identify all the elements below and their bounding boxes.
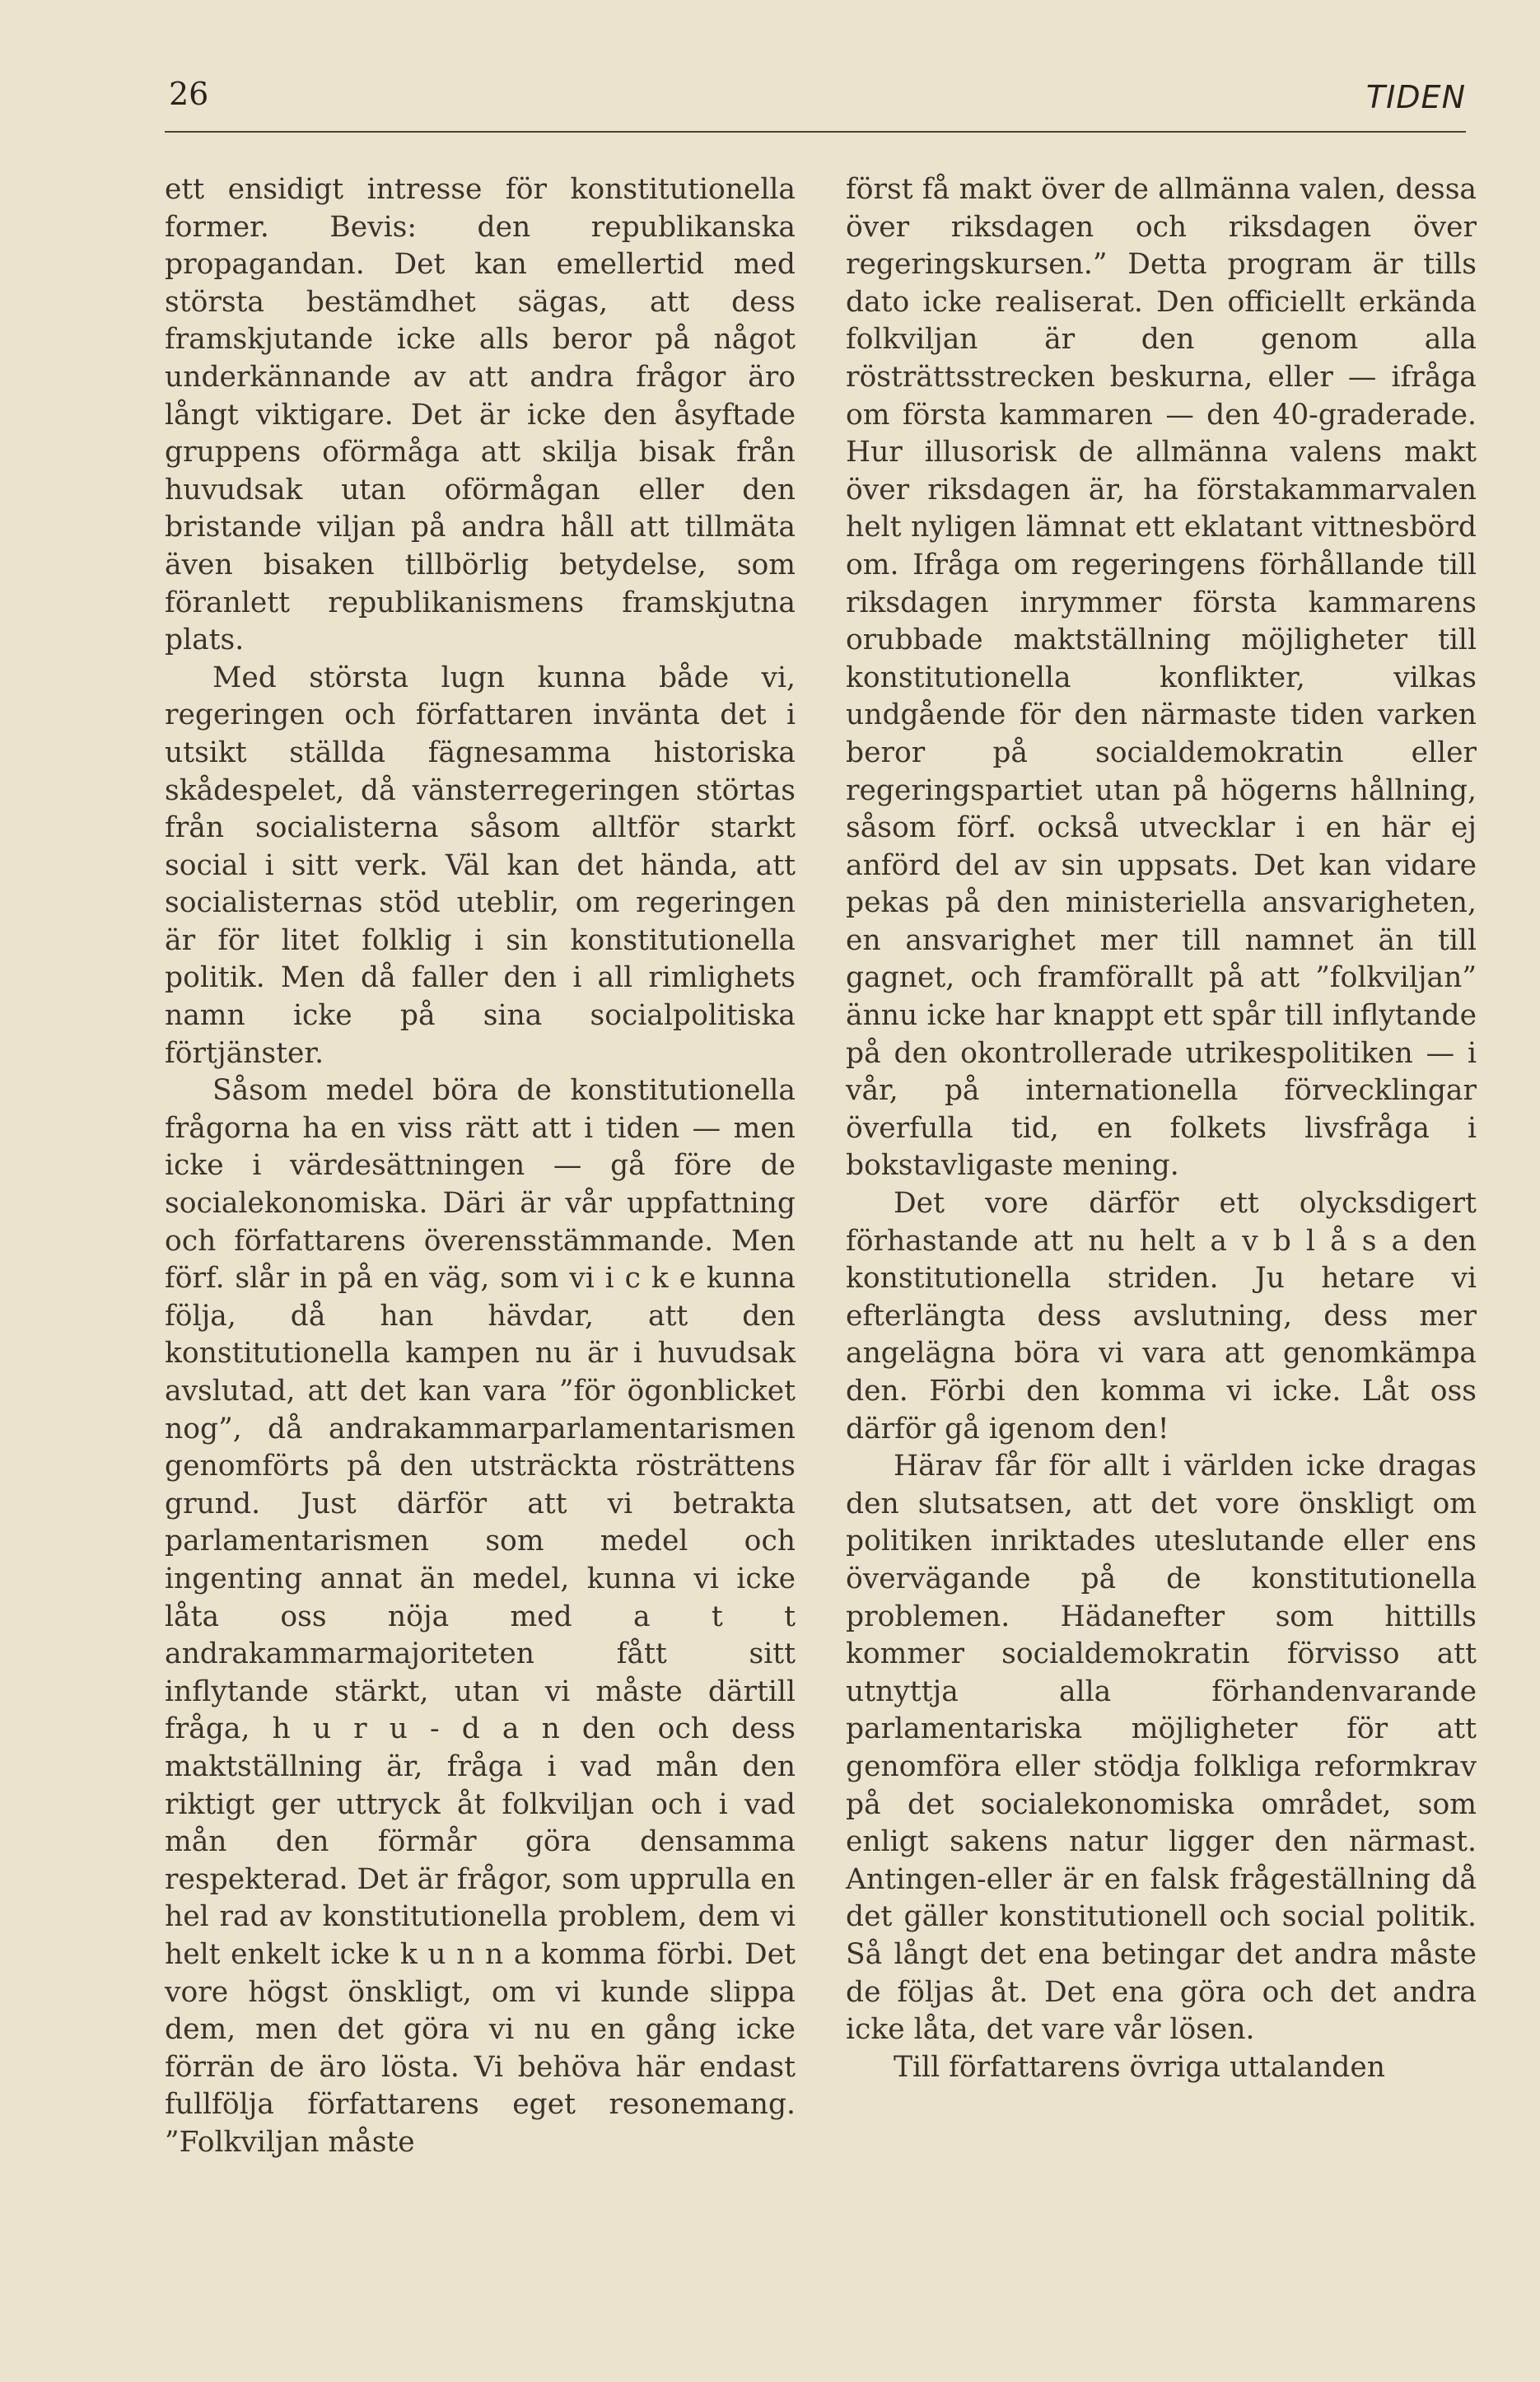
paragraph: Till författarens övriga uttalanden [894,2050,1386,2084]
right-column [846,171,1477,2086]
paragraph: Med största lugn kunna både vi, regeringen och författaren invänta det i utsikt ställda fägnesamma historiska skådespelet, då vänsterregeringen störtas från socialisterna såsom alltför starkt social i sitt verk. Väl kan det hända, att socialisternas stöd uteblir, om regeringen är för litet folklig i sin konstitutionella politik. Men då faller den i all rimlighets namn icke på sina socialpolitiska förtjänster. [165,661,796,1070]
paragraph: Härav får för allt i världen icke dragas den slutsatsen, att det vore önskligt om politiken inriktades uteslutande eller ens övervägande på de konstitutionella problemen. Hädanefter som hittills kommer socialdemokratin förvisso att utnyttja alla förhandenvarande parlamentariska möjligheter för att genomföra eller stödja folkliga reformkrav på det socialekonomiska området, som enligt sakens natur ligger den närmast. Antingen-eller är en falsk frågeställning då det gäller konstitutionell och social politik. Så långt det ena betingar det andra måste de följas åt. Det ena göra och det andra icke låta, det vare vår lösen. [846,1450,1477,2047]
left-column [165,171,796,2161]
paragraph: Såsom medel böra de konstitutionella frågorna ha en viss rätt att i tiden — men icke i värdesättningen — gå före de socialekonomiska. Däri är vår uppfattning och författarens överensstämmande. Men förf. slår in på en väg, som vi i c k e kunna följa, då han hävdar, att den konstitutionella kampen nu är i huvudsak avslutad, att det kan vara ”för ögonblicket nog”, då andrakammarparlamentarismen genomförts på den utsträckta rösträttens grund. Just därför att vi betrakta parlamentarismen som medel och ingenting annat än medel, kunna vi icke låta oss nöja med a t t andrakammarmajoriteten fått sitt inflytande stärkt, utan vi måste därtill fråga, h u r u - d a n den och dess maktställning är, fråga i vad mån den riktigt ger uttryck åt folkviljan och i vad mån den förmår göra densamma respekterad. Det är frågor, som upprulla en hel rad av konstitutionella problem, dem vi helt enkelt icke k u n n a komma förbi. Det vore högst önskligt, om vi kunde slippa dem, men det göra vi nu en gång icke förrän de äro lösta. Vi behöva här endast fullfölja författarens eget resonemang. ”Folkviljan måste [165,1074,796,2159]
page-header [165,76,1466,122]
paragraph: Det vore därför ett olycksdigert förhastande att nu helt a v b l å s a den konstitutionella striden. Ju hetare vi efterlängta dess avslutning, dess mer angelägna böra vi vara att genomkämpa den. Förbi den komma vi icke. Låt oss därför gå igenom den! [846,1187,1477,1446]
paragraph: först få makt över de allmänna valen, dessa över riksdagen och riksdagen över regeringskursen.” Detta program är tills dato icke realiserat. Den officiellt erkända folkviljan är den genom alla rösträttsstrecken beskurna, eller — ifråga om första kammaren — den 40-graderade. Hur illusorisk de allmänna valens makt över riksdagen är, ha förstakammarvalen helt nyligen lämnat ett eklatant vittnesbörd om. Ifråga om regeringens förhållande till riksdagen inrymmer första kammarens orubbade maktställning möjligheter till konstitutionella konflikter, vilkas undgående för den närmaste tiden varken beror på socialdemokratin eller regeringspartiet utan på högerns hållning, såsom förf. också utvecklar i en här ej anförd del av sin uppsats. Det kan vidare pekas på den ministeriella ansvarigheten, en ansvarighet mer till namnet än till gagnet, och framförallt på att ”folkviljan” ännu icke har knappt ett spår till inflytande på den okontrollerade utrikespolitiken — i vår, på internationella förvecklingar överfulla tid, en folkets livsfråga i bokstavligaste mening. [846,173,1477,1183]
paragraph: ett ensidigt intresse för konstitutionella former. Bevis: den republikanska propagandan. Det kan emellertid med största bestämdhet sägas, att dess framskjutande icke alls beror på något underkännande av att andra frågor äro långt viktigare. Det är icke den åsyftade gruppens oförmåga att skilja bisak från huvudsak utan oförmågan eller den bristande viljan på andra håll att tillmäta även bisaken tillbörlig betydelse, som föranlett republikanismens framskjutna plats. [165,173,796,657]
header-rule [165,131,1466,133]
running-title: TIDEN [1365,79,1466,115]
page-number: 26 [169,76,209,112]
